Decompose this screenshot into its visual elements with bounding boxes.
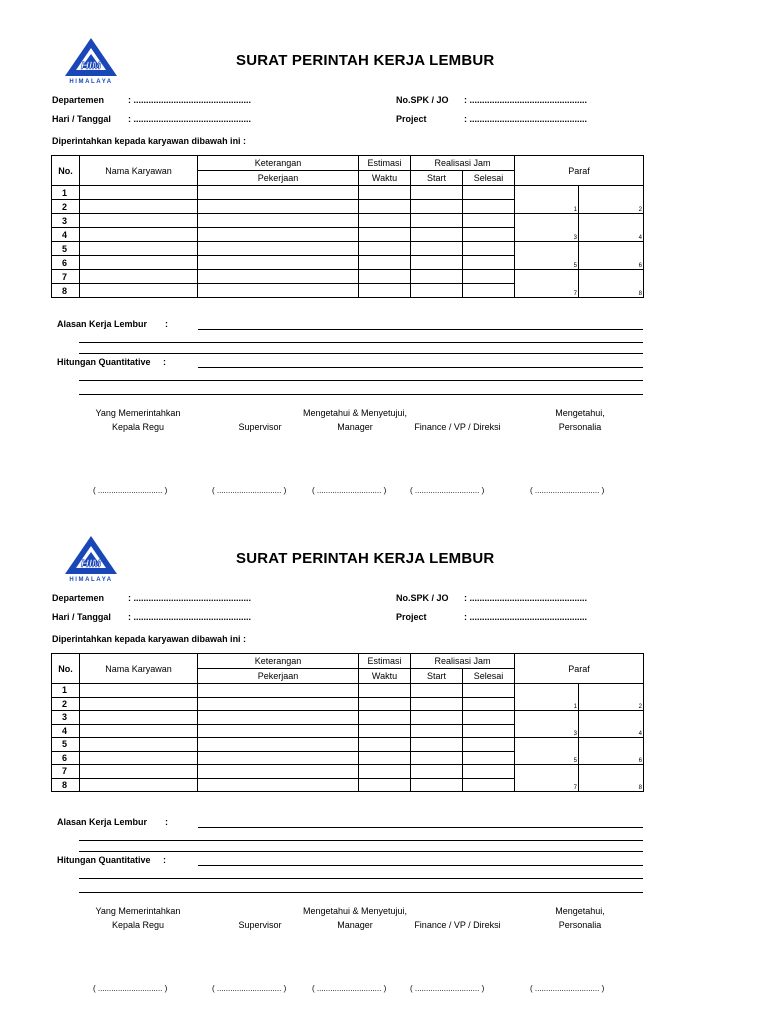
hitungan-colon: :	[163, 855, 166, 865]
nama-karyawan-cell[interactable]	[80, 200, 198, 214]
keterangan-cell[interactable]	[198, 711, 359, 725]
estimasi-cell[interactable]	[359, 738, 411, 752]
paraf-number: 1	[573, 207, 577, 213]
alasan-line-2[interactable]	[79, 840, 643, 841]
selesai-cell[interactable]	[463, 765, 515, 779]
start-cell[interactable]	[411, 186, 463, 200]
signature-supervisor[interactable]: ( ............................. )	[212, 486, 287, 495]
selesai-cell[interactable]	[463, 256, 515, 270]
nama-karyawan-cell[interactable]	[80, 256, 198, 270]
paraf-cell[interactable]	[515, 711, 579, 738]
instruction-text: Diperintahkan kepada karyawan dibawah ini :	[52, 634, 247, 644]
yang-memerintahkan: Yang Memerintahkan	[95, 906, 181, 916]
paraf-number: 6	[638, 263, 643, 269]
selesai-cell[interactable]	[463, 214, 515, 228]
keterangan-cell[interactable]	[198, 738, 359, 752]
header-waktu: Waktu	[359, 669, 411, 684]
row-number: 6	[52, 751, 80, 765]
header-keterangan: Keterangan	[198, 156, 359, 171]
paraf-cell[interactable]	[579, 684, 644, 711]
nama-karyawan-cell[interactable]	[80, 242, 198, 256]
header-paraf: Paraf	[515, 156, 644, 186]
row-number: 2	[52, 697, 80, 711]
row-number: 2	[52, 200, 80, 214]
paraf-cell[interactable]	[515, 186, 579, 214]
mengetahui-menyetujui: Mengetahui & Menyetujui,	[302, 906, 408, 916]
paraf-cell[interactable]	[579, 270, 644, 298]
start-cell[interactable]	[411, 724, 463, 738]
signature-personalia[interactable]: ( ............................. )	[530, 486, 605, 495]
keterangan-cell[interactable]	[198, 697, 359, 711]
row-number: 3	[52, 711, 80, 725]
start-cell[interactable]	[411, 684, 463, 698]
paraf-cell[interactable]	[515, 214, 579, 242]
row-number: 5	[52, 738, 80, 752]
alasan-line-2[interactable]	[79, 342, 643, 343]
start-cell[interactable]	[411, 228, 463, 242]
project-field[interactable]: : ...............................................	[464, 114, 588, 124]
departemen-field[interactable]: : ...............................................	[128, 593, 252, 603]
overtime-form	[0, 0, 768, 500]
header-start: Start	[411, 669, 463, 684]
hitungan-line-1[interactable]	[198, 865, 643, 866]
keterangan-cell[interactable]	[198, 284, 359, 298]
estimasi-cell[interactable]	[359, 711, 411, 725]
estimasi-cell[interactable]	[359, 697, 411, 711]
keterangan-cell[interactable]	[198, 684, 359, 698]
paraf-number: 4	[638, 731, 643, 737]
header-no: No.	[52, 156, 80, 186]
table-row	[52, 214, 644, 228]
instruction-text: Diperintahkan kepada karyawan dibawah ini :	[52, 136, 247, 146]
header-start: Start	[411, 171, 463, 186]
departemen-label: Departemen	[52, 593, 105, 603]
row-number: 1	[52, 684, 80, 698]
logo-text: HIM	[80, 60, 102, 72]
hitungan-line-2[interactable]	[79, 380, 643, 381]
kepala-regu: Kepala Regu	[111, 920, 165, 930]
table-row	[52, 242, 644, 256]
nama-karyawan-cell[interactable]	[80, 186, 198, 200]
alasan-label: Alasan Kerja Lembur	[57, 817, 148, 827]
signature-kepala-regu[interactable]: ( ............................. )	[93, 486, 168, 495]
project-label: Project	[396, 612, 427, 622]
hitungan-line-3[interactable]	[79, 892, 643, 893]
keterangan-cell[interactable]	[198, 214, 359, 228]
selesai-cell[interactable]	[463, 228, 515, 242]
paraf-cell[interactable]	[579, 765, 644, 792]
keterangan-cell[interactable]	[198, 778, 359, 792]
table-row	[52, 186, 644, 200]
header-nama-karyawan: Nama Karyawan	[80, 654, 198, 684]
selesai-cell[interactable]	[463, 711, 515, 725]
start-cell[interactable]	[411, 256, 463, 270]
header-realisasi-jam: Realisasi Jam	[411, 156, 515, 171]
selesai-cell[interactable]	[463, 738, 515, 752]
mengetahui-label: Mengetahui,	[555, 906, 605, 916]
row-number: 3	[52, 214, 80, 228]
signature-kepala-regu[interactable]: ( ............................. )	[93, 984, 168, 993]
table-row	[52, 270, 644, 284]
selesai-cell[interactable]	[463, 242, 515, 256]
row-number: 4	[52, 228, 80, 242]
row-number: 7	[52, 765, 80, 779]
estimasi-cell[interactable]	[359, 778, 411, 792]
himalaya-logo-icon	[62, 36, 120, 84]
nospk-label: No.SPK / JO	[396, 95, 449, 105]
paraf-number: 7	[573, 785, 577, 791]
paraf-number: 7	[573, 291, 577, 297]
paraf-number: 3	[573, 235, 577, 241]
alasan-colon: :	[165, 817, 168, 827]
paraf-number: 8	[638, 785, 643, 791]
start-cell[interactable]	[411, 765, 463, 779]
header-selesai: Selesai	[463, 171, 515, 186]
hitungan-label: Hitungan Quantitative	[57, 855, 151, 865]
keterangan-cell[interactable]	[198, 228, 359, 242]
paraf-cell[interactable]	[515, 765, 579, 792]
estimasi-cell[interactable]	[359, 242, 411, 256]
selesai-cell[interactable]	[463, 751, 515, 765]
paraf-cell[interactable]	[579, 738, 644, 765]
estimasi-cell[interactable]	[359, 186, 411, 200]
mengetahui-label: Mengetahui,	[555, 408, 605, 418]
nama-karyawan-cell[interactable]	[80, 724, 198, 738]
header-pekerjaan: Pekerjaan	[198, 171, 359, 186]
table-row	[52, 684, 644, 698]
paraf-number: 4	[638, 235, 643, 241]
hari-tanggal-field[interactable]: : ...............................................	[128, 612, 252, 622]
alasan-line-1[interactable]	[198, 827, 643, 828]
alasan-line-3[interactable]	[79, 353, 643, 354]
estimasi-cell[interactable]	[359, 751, 411, 765]
paraf-number: 2	[638, 207, 643, 213]
estimasi-cell[interactable]	[359, 270, 411, 284]
nama-karyawan-cell[interactable]	[80, 214, 198, 228]
nama-karyawan-cell[interactable]	[80, 284, 198, 298]
header-nama-karyawan: Nama Karyawan	[80, 156, 198, 186]
header-pekerjaan: Pekerjaan	[198, 669, 359, 684]
keterangan-cell[interactable]	[198, 256, 359, 270]
manager-label: Manager	[337, 422, 373, 432]
estimasi-cell[interactable]	[359, 724, 411, 738]
logo-subtext: HIMALAYA	[69, 577, 113, 582]
selesai-cell[interactable]	[463, 697, 515, 711]
row-number: 8	[52, 284, 80, 298]
header-paraf: Paraf	[515, 654, 644, 684]
selesai-cell[interactable]	[463, 186, 515, 200]
supervisor-label: Supervisor	[238, 920, 282, 930]
header-keterangan: Keterangan	[198, 654, 359, 669]
alasan-label: Alasan Kerja Lembur	[57, 319, 148, 329]
start-cell[interactable]	[411, 738, 463, 752]
hitungan-label: Hitungan Quantitative	[57, 357, 151, 367]
paraf-cell[interactable]	[515, 270, 579, 298]
overtime-form	[0, 498, 768, 998]
hari-tanggal-field[interactable]: : ...............................................	[128, 114, 252, 124]
start-cell[interactable]	[411, 778, 463, 792]
hari-tanggal-label: Hari / Tanggal	[52, 114, 111, 124]
project-field[interactable]: : ...............................................	[464, 612, 588, 622]
row-number: 6	[52, 256, 80, 270]
selesai-cell[interactable]	[463, 284, 515, 298]
nama-karyawan-cell[interactable]	[80, 711, 198, 725]
keterangan-cell[interactable]	[198, 270, 359, 284]
paraf-cell[interactable]	[579, 214, 644, 242]
signature-finance[interactable]: ( ............................. )	[410, 486, 485, 495]
row-number: 8	[52, 778, 80, 792]
selesai-cell[interactable]	[463, 270, 515, 284]
project-label: Project	[396, 114, 427, 124]
start-cell[interactable]	[411, 284, 463, 298]
header-no: No.	[52, 654, 80, 684]
signature-manager[interactable]: ( ............................. )	[312, 486, 387, 495]
nama-karyawan-cell[interactable]	[80, 684, 198, 698]
paraf-cell[interactable]	[515, 738, 579, 765]
start-cell[interactable]	[411, 200, 463, 214]
table-row	[52, 711, 644, 725]
signature-finance[interactable]: ( ............................. )	[410, 984, 485, 993]
selesai-cell[interactable]	[463, 684, 515, 698]
selesai-cell[interactable]	[463, 778, 515, 792]
start-cell[interactable]	[411, 751, 463, 765]
keterangan-cell[interactable]	[198, 724, 359, 738]
form-title: SURAT PERINTAH KERJA LEMBUR	[236, 52, 495, 69]
start-cell[interactable]	[411, 697, 463, 711]
keterangan-cell[interactable]	[198, 200, 359, 214]
estimasi-cell[interactable]	[359, 284, 411, 298]
nospk-label: No.SPK / JO	[396, 593, 449, 603]
paraf-number: 3	[573, 731, 577, 737]
nama-karyawan-cell[interactable]	[80, 751, 198, 765]
start-cell[interactable]	[411, 270, 463, 284]
row-number: 7	[52, 270, 80, 284]
departemen-field[interactable]: : ...............................................	[128, 95, 252, 105]
alasan-line-1[interactable]	[198, 329, 643, 330]
nama-karyawan-cell[interactable]	[80, 765, 198, 779]
table-row	[52, 765, 644, 779]
paraf-cell[interactable]	[579, 186, 644, 214]
paraf-number: 5	[573, 263, 577, 269]
header-waktu: Waktu	[359, 171, 411, 186]
keterangan-cell[interactable]	[198, 765, 359, 779]
hari-tanggal-label: Hari / Tanggal	[52, 612, 111, 622]
estimasi-cell[interactable]	[359, 765, 411, 779]
himalaya-logo-icon	[62, 534, 120, 582]
estimasi-cell[interactable]	[359, 684, 411, 698]
departemen-label: Departemen	[52, 95, 105, 105]
signature-supervisor[interactable]: ( ............................. )	[212, 984, 287, 993]
alasan-colon: :	[165, 319, 168, 329]
nama-karyawan-cell[interactable]	[80, 778, 198, 792]
keterangan-cell[interactable]	[198, 242, 359, 256]
row-number: 5	[52, 242, 80, 256]
kepala-regu: Kepala Regu	[111, 422, 165, 432]
manager-label: Manager	[337, 920, 373, 930]
keterangan-cell[interactable]	[198, 186, 359, 200]
row-number: 1	[52, 186, 80, 200]
personalia-label: Personalia	[558, 422, 602, 432]
finance-label: Finance / VP / Direksi	[414, 920, 501, 930]
estimasi-cell[interactable]	[359, 228, 411, 242]
estimasi-cell[interactable]	[359, 256, 411, 270]
nospk-field[interactable]: : ...............................................	[464, 593, 588, 603]
paraf-cell[interactable]	[515, 684, 579, 711]
hitungan-line-3[interactable]	[79, 394, 643, 395]
employee-table	[51, 155, 644, 298]
nama-karyawan-cell[interactable]	[80, 697, 198, 711]
keterangan-cell[interactable]	[198, 751, 359, 765]
hitungan-line-2[interactable]	[79, 878, 643, 879]
paraf-cell[interactable]	[515, 242, 579, 270]
row-number: 4	[52, 724, 80, 738]
start-cell[interactable]	[411, 711, 463, 725]
mengetahui-menyetujui: Mengetahui & Menyetujui,	[302, 408, 408, 418]
paraf-number: 8	[638, 291, 643, 297]
yang-memerintahkan: Yang Memerintahkan	[95, 408, 181, 418]
start-cell[interactable]	[411, 214, 463, 228]
header-selesai: Selesai	[463, 669, 515, 684]
nospk-field[interactable]: : ...............................................	[464, 95, 588, 105]
header-estimasi: Estimasi	[359, 156, 411, 171]
nama-karyawan-cell[interactable]	[80, 270, 198, 284]
header-estimasi: Estimasi	[359, 654, 411, 669]
logo-subtext: HIMALAYA	[69, 79, 113, 84]
selesai-cell[interactable]	[463, 724, 515, 738]
paraf-number: 5	[573, 758, 577, 764]
signature-personalia[interactable]: ( ............................. )	[530, 984, 605, 993]
finance-label: Finance / VP / Direksi	[414, 422, 501, 432]
supervisor-label: Supervisor	[238, 422, 282, 432]
nama-karyawan-cell[interactable]	[80, 738, 198, 752]
employee-table	[51, 653, 644, 792]
logo-text: HIM	[80, 558, 102, 570]
paraf-number: 1	[573, 704, 577, 710]
start-cell[interactable]	[411, 242, 463, 256]
personalia-label: Personalia	[558, 920, 602, 930]
table-row	[52, 738, 644, 752]
hitungan-line-1[interactable]	[198, 367, 643, 368]
paraf-cell[interactable]	[579, 711, 644, 738]
form-title: SURAT PERINTAH KERJA LEMBUR	[236, 550, 495, 567]
paraf-number: 2	[638, 704, 643, 710]
header-realisasi-jam: Realisasi Jam	[411, 654, 515, 669]
hitungan-colon: :	[163, 357, 166, 367]
nama-karyawan-cell[interactable]	[80, 228, 198, 242]
estimasi-cell[interactable]	[359, 200, 411, 214]
selesai-cell[interactable]	[463, 200, 515, 214]
signature-manager[interactable]: ( ............................. )	[312, 984, 387, 993]
paraf-number: 6	[638, 758, 643, 764]
alasan-line-3[interactable]	[79, 851, 643, 852]
paraf-cell[interactable]	[579, 242, 644, 270]
estimasi-cell[interactable]	[359, 214, 411, 228]
